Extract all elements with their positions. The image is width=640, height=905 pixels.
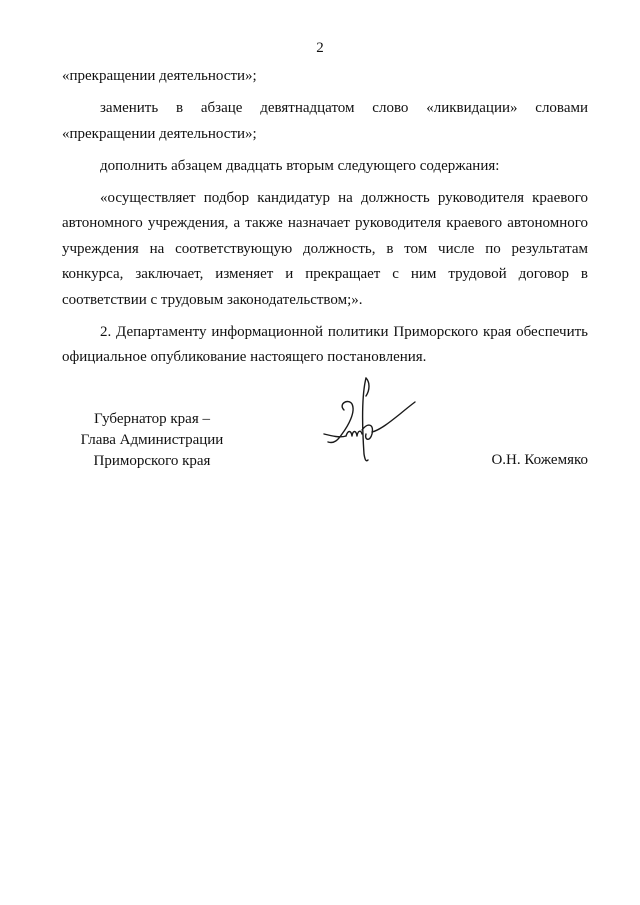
handwritten-signature: [318, 374, 418, 474]
signatory-title-line: Губернатор края –: [94, 411, 210, 427]
paragraph-add-clause: дополнить абзацем двадцать вторым следующего содержания:: [100, 157, 500, 174]
paragraph-quoted-clause: «осуществляет подбор кандидатур на должность руководителя краевого автономного учреждения, а также назначает руководителя краевого автономного учреждения на соответствующую должность, в том числе по результатам конкурса, заключает, изменяет и прекращает с ним трудовой договор в соответствии с трудовым законодательством;».: [62, 189, 588, 308]
signatory-name: О.Н. Кожемяко: [491, 452, 588, 468]
signatory-title-line: Приморского края: [93, 453, 211, 469]
signatory-title: [62, 409, 242, 472]
page-number: 2: [316, 40, 324, 56]
paragraph-continuation: «прекращении деятельности»;: [62, 68, 257, 84]
paragraph-item-2: 2. Департаменту информационной политики Приморского края обеспечить официальное опубликование настоящего постановления.: [62, 323, 588, 365]
document-body: [62, 64, 588, 377]
paragraph-replace-word: заменить в абзаце девятнадцатом слово «ликвидации» словами «прекращении деятельности»;: [62, 100, 588, 142]
signatory-title-line: Глава Администрации: [80, 432, 224, 448]
